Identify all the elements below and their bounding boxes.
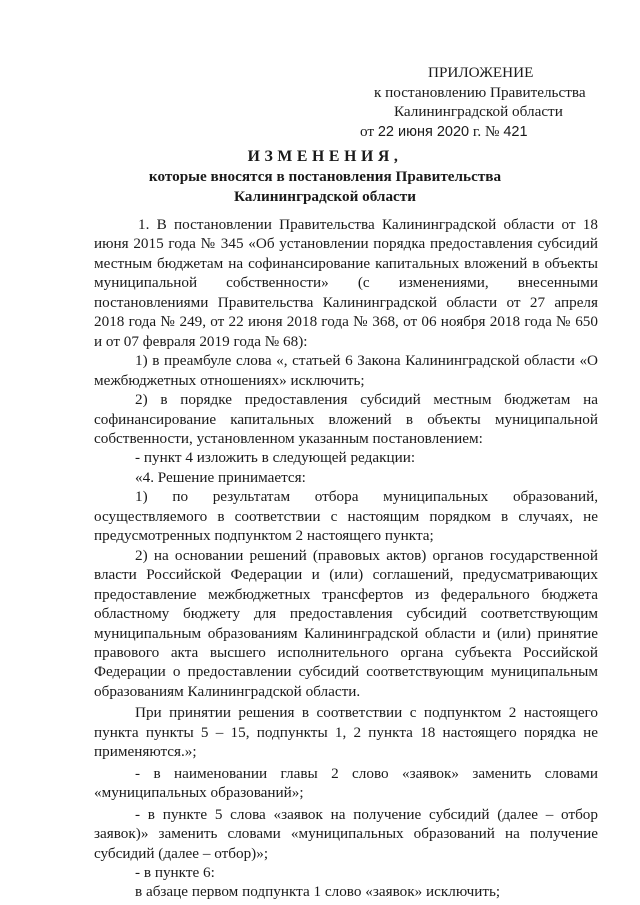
- document-heading: [90, 147, 560, 206]
- paragraph-7: 2) на основании решений (правовых актов) органов государственной власти Российской Федерации и (или) соглашений, предусматривающих предоставление межбюджетных трансфертов из федерального бюджета областному бюджету для предоставления субсидий соответствующим муниципальным образованиям Калининградской области и (или) принятие правового акта высшего исполнительного органа субъекта Российской Федерации о предоставлении субсидий соответствующим муниципальным образованиям Калининградской области.: [94, 546, 598, 700]
- heading-subtitle-line1: которые вносятся в постановления Правительства: [148, 167, 502, 185]
- appendix-date-prefix: от: [360, 122, 375, 140]
- paragraph-10: - в пункте 5 слова «заявок на получение субсидий (далее – отбор заявок)» заменить словами «муниципальных образований на получение субсидий (далее – отбор)»;: [94, 805, 598, 862]
- paragraph-12: в абзаце первом подпункта 1 слово «заявок» исключить;: [135, 883, 501, 901]
- paragraph-1: 1. В постановлении Правительства Калининградской области от 18 июня 2015 года № 345 «Об установлении порядка предоставления субсидий местным бюджетам на софинансирование капитальных вложений в объекты муниципальной собственности» (с изменениями, внесенными постановлениями Правительства Калининградской области от 27 апреля 2018 года № 249, от 22 июня 2018 года № 368, от 06 ноября 2018 года № 650 и от 07 февраля 2019 года № 68):: [94, 216, 598, 350]
- appendix-number-label: г. №: [472, 122, 500, 140]
- appendix-number: 421: [503, 123, 528, 140]
- appendix-date: 22 июня 2020: [377, 123, 470, 140]
- paragraph-11: - в пункте 6:: [135, 863, 215, 881]
- paragraph-5: «4. Решение принимается:: [135, 468, 306, 486]
- appendix-line-decree: к постановлению Правительства: [374, 83, 586, 101]
- appendix-date-line: [360, 122, 620, 143]
- paragraph-8: При принятии решения в соответствии с подпунктом 2 настоящего пункта пункты 5 – 15, подпункты 1, 2 пункта 18 настоящего порядка не применяются.»;: [94, 704, 598, 761]
- paragraph-4: - пункт 4 изложить в следующей редакции:: [135, 449, 416, 467]
- appendix-block: [360, 63, 620, 142]
- paragraph-3: 2) в порядке предоставления субсидий местным бюджетам на софинансирование капитальных вложений в объекты муниципальной собственности, установленном указанным постановлением:: [94, 391, 598, 447]
- heading-subtitle-line2: Калининградской области: [234, 187, 416, 205]
- paragraph-9: - в наименовании главы 2 слово «заявок» заменить словами «муниципальных образований»;: [94, 764, 598, 802]
- document-body: [94, 215, 598, 902]
- paragraph-6: 1) по результатам отбора муниципальных образований, осуществляемого в соответствии с настоящим порядком в случаях, не предусмотренных подпунктом 2 настоящего пункта;: [94, 488, 598, 545]
- paragraph-2: 1) в преамбуле слова «, статьей 6 Закона Калининградской области «О межбюджетных отношениях» исключить;: [94, 352, 598, 389]
- appendix-line-region: Калининградской области: [394, 103, 563, 120]
- appendix-title: ПРИЛОЖЕНИЕ: [428, 64, 534, 81]
- heading-title: ИЗМЕНЕНИЯ,: [247, 148, 403, 165]
